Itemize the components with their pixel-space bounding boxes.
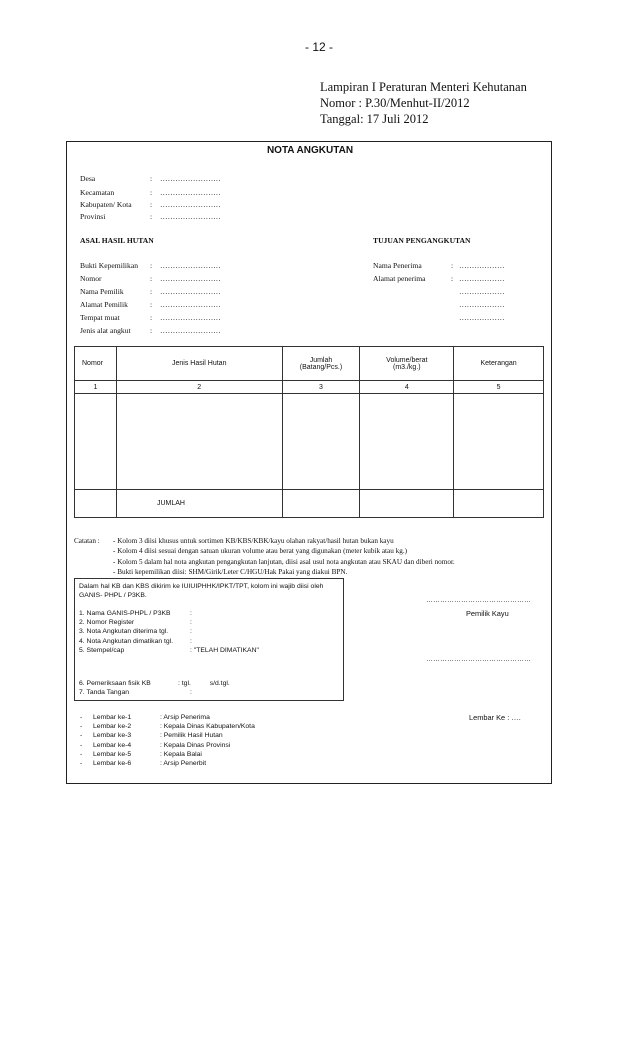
fill-line: …………………… (160, 212, 221, 221)
fill-line: …………………… (160, 300, 221, 309)
sheet-number: Lembar Ke : …. (469, 713, 521, 722)
list-item: - Lembar ke-1 : Arsip Penerima (80, 714, 210, 721)
items-table (74, 346, 544, 518)
table-header-row (75, 347, 544, 381)
field-label: Alamat penerima (373, 274, 426, 283)
header-jenis: Jenis Hasil Hutan (116, 347, 282, 381)
section-origin: ASAL HASIL HUTAN (80, 236, 154, 245)
box-items: 1. Nama GANIS-PHPL / P3KB : 2. Nomor Register : 3. Nota Angkutan diterima tgl. : 4. Nota Angkutan dimatikan tgl. : 5. Stempel/cap : "TELAH DIMATIKAN" (79, 610, 259, 654)
regulation-header (320, 79, 527, 127)
notes-label: Catatan : (74, 537, 100, 545)
fill-line: ……………… (459, 313, 505, 322)
signature-line-bottom: ……………………………………… (426, 656, 531, 663)
table-total-row (75, 490, 544, 518)
field-label: Kabupaten/ Kota (80, 200, 132, 209)
field-label: Provinsi (80, 212, 106, 221)
header-nomor: Nomor (75, 347, 117, 381)
section-destination: TUJUAN PENGANGKUTAN (373, 236, 471, 245)
field-label: Nama Pemilik (80, 287, 124, 296)
note-item: - Bukti kepemilikan diisi: SHM/Girik/Leter C/HGU/Hak Pakai yang diakui BPN. (113, 568, 348, 576)
fill-line: …………………… (160, 313, 221, 322)
list-item: - Lembar ke-5 : Kepala Balai (80, 750, 202, 758)
column-number-row: 1 2 3 4 5 (75, 381, 544, 394)
total-label: JUMLAH (116, 490, 282, 518)
header-jumlah: Jumlah (Batang/Pcs.) (282, 347, 360, 381)
fill-line: ……………… (459, 274, 505, 283)
field-label: Nomor (80, 274, 102, 283)
list-item: - Lembar ke-6 : Arsip Penerbit (80, 759, 207, 767)
field-label: Tempat muat (80, 313, 120, 322)
fill-line: ……………… (459, 287, 505, 296)
field-label: Desa (80, 174, 96, 183)
field-label: Kecamatan (80, 188, 115, 197)
ganis-box (74, 578, 344, 701)
header-keterangan: Keterangan (454, 347, 544, 381)
fill-line: …………………… (160, 200, 221, 209)
box-intro: Dalam hal KB dan KBS dikirim ke IUIUIPHHK/IPKT/TPT, kolom ini wajib diisi oleh GANIS- PHPL / P3KB. (79, 583, 324, 599)
fill-line: …………………… (160, 326, 221, 335)
note-item: - Kolom 5 dalam hal nota angkutan pengangkutan lanjutan, diisi asal usul nota angkutan atau SKAU dan diberi nomor. (113, 558, 455, 566)
list-item: - Lembar ke-2 : Kepala Dinas Kabupaten/Kota (80, 723, 255, 731)
field-label: Nama Penerima (373, 261, 422, 270)
signature-line-top: ……………………………………… (426, 597, 531, 604)
fill-line: …………………… (160, 188, 221, 197)
field-label: Alamat Pemilik (80, 300, 128, 309)
table-entry-row (75, 394, 544, 490)
fill-line: ……………… (459, 261, 505, 270)
header-volume: Volume/berat (m3./kg.) (360, 347, 454, 381)
owner-label: Pemilik Kayu (466, 609, 509, 618)
header-line-1: Lampiran I Peraturan Menteri Kehutanan (320, 80, 527, 94)
fill-line: ……………… (459, 300, 505, 309)
page-number: - 12 - (304, 40, 333, 54)
copies-list (80, 713, 330, 768)
fill-line: …………………… (160, 261, 221, 270)
fill-line: …………………… (160, 287, 221, 296)
box-items-2: 6. Pemeriksaan fisik KB : tgl. s/d.tgl. 7. Tanda Tangan : (79, 680, 230, 697)
header-line-2: Nomor : P.30/Menhut-II/2012 (320, 96, 470, 110)
field-label: Jenis alat angkut (80, 326, 131, 335)
list-item: - Lembar ke-4 : Kepala Dinas Provinsi (80, 741, 231, 749)
fill-line: …………………… (160, 174, 221, 183)
fill-line: …………………… (160, 274, 221, 283)
form-title: NOTA ANGKUTAN (266, 145, 354, 156)
note-item: - Kolom 3 diisi khusus untuk sortimen KB/KBS/KBK/kayu olahan rakyat/hasil hutan bukan kayu (113, 537, 394, 545)
list-item: - Lembar ke-3 : Pemilik Hasil Hutan (80, 732, 223, 740)
field-label: Bukti Kepemilikan (80, 261, 138, 270)
header-line-3: Tanggal: 17 Juli 2012 (320, 112, 429, 126)
note-item: - Kolom 4 diisi sesuai dengan satuan ukuran volume atau berat yang digunakan (meter kubik atau kg.) (113, 547, 408, 555)
